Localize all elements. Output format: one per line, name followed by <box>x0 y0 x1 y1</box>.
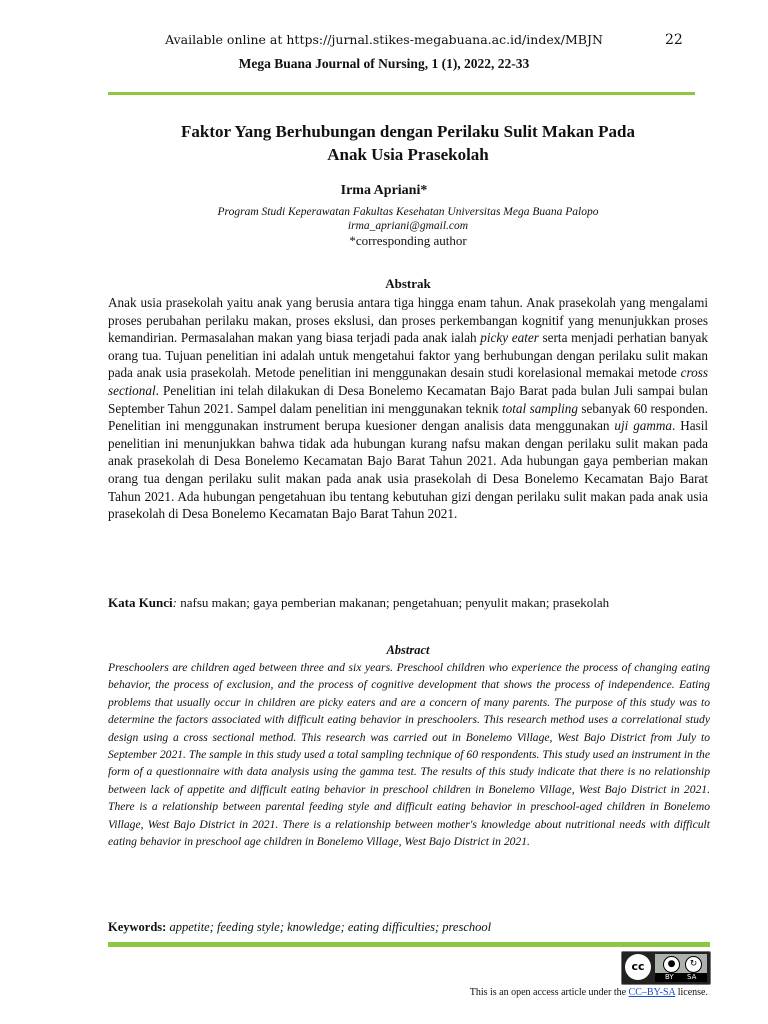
author-name: Irma Apriani* <box>340 183 428 198</box>
abstract-body: Preschoolers are children aged between three and six years. Preschool children who experience the process of changing eating behavior, the process of exclusion, and the process of cognitive development that shows the process of independence. Eating problems that usually occur in children are picky eaters and are a concern of many parents. The purpose of this study was to determine the factors associated with difficult eating behavior in preschoolers. This research method uses a correlational study design using a cross sectional method. This research was carried out in Bonelemo Village, West Bajo District from July to September 2021. The sample in this study used a total sampling technique of 60 respondents. This study used an instrument in the form of a questionnaire with data analysis using the gamma test. The results of this study indicate that there is no relationship between lack of appetite and difficult eating behavior in preschool children in Bonelemo Village, West Bajo District in 2021. There is a relationship between parental feeding style and difficult eating behavior in preschool-aged children in Bonelemo Village, West Bajo District in 2021. There is a relationship between mother's knowledge about nutritional needs with difficult eating behavior in preschool age children in Bonelemo Village, West Bajo District in 2021. <box>108 661 710 849</box>
kata-kunci-values: nafsu makan; gaya pemberian makanan; pengetahuan; penyulit makan; prasekolah <box>177 595 610 610</box>
abstrak-term-uji: uji gamma <box>614 418 673 434</box>
abstrak-term-total: total sampling <box>502 400 578 416</box>
title-line-1: Faktor Yang Berhubungan dengan Perilaku Sulit Makan Pada <box>181 122 635 141</box>
abstrak-part-4: sebanyak 60 responden. Penelitian ini menggunakan instrument berupa kuesioner dengan analisis data menggunakan <box>108 400 708 434</box>
license-text-after: license. <box>675 987 708 998</box>
badge-sa-label: SA <box>687 973 697 981</box>
license-text-before: This is an open access article under the <box>469 987 629 998</box>
abstract-heading: Abstract <box>386 643 430 657</box>
abstrak-part-5: . Hasil penelitian ini menunjukkan bahwa tidak ada hubungan kurang nafsu makan dengan perilaku sulit makan pada anak prasekolah di Desa Bonelemo Kecamatan Bajo Barat Tahun 2021. Ada hubungan gaya pemberian makan orang tua dengan perilaku sulit makan pada anak usia prasekolah di Desa Bonelemo Kecamatan Bajo Barat Tahun 2021. Ada hubungan pengetahuan ibu tentang kebutuhan gizi dengan perilaku sulit makan pada anak usia prasekolah di Desa Bonelemo Kecamatan Bajo Barat Tahun 2021. <box>108 418 709 522</box>
kata-kunci-colon: : <box>172 595 177 610</box>
kata-kunci-label: Kata Kunci <box>108 595 173 610</box>
keywords-label: Keywords: <box>108 920 167 934</box>
corresponding-note: *corresponding author <box>349 233 467 248</box>
badge-by-label: BY <box>665 973 674 981</box>
page-number: 22 <box>665 32 683 48</box>
abstrak-part-2: serta menjadi perhatian banyak orang tua. Tujuan penelitian ini adalah untuk mengetahui faktor yang berhubungan dengan perilaku sulit makan pada anak usia prasekolah. Metode penelitian ini menggunakan desain studi korelasional memakai metode <box>108 330 709 381</box>
kata-kunci <box>108 595 708 611</box>
keywords <box>108 920 708 935</box>
license-link[interactable]: CC–BY-SA <box>628 987 676 998</box>
abstrak-body <box>108 294 708 523</box>
abstrak-part-3: . Penelitian ini telah dilakukan di Desa Bonelemo Kecamatan Bajo Barat pada bulan Juli sampai bulan September Tahun 2021. Sampel dalam penelitian ini menggunakan teknik <box>108 382 708 416</box>
available-online-line: Available online at https://jurnal.stikes-megabuana.ac.id/index/MBJN <box>165 32 603 47</box>
author-email: irma_apriani@gmail.com <box>347 220 469 232</box>
title-line-2: Anak Usia Prasekolah <box>327 145 489 164</box>
author-affiliation <box>108 205 708 233</box>
abstrak-term-picky: picky eater <box>480 330 539 346</box>
share-alike-icon: ↻ <box>685 956 702 973</box>
license-line <box>360 987 708 998</box>
abstrak-heading: Abstrak <box>385 276 431 291</box>
cc-icon: cc <box>625 954 651 980</box>
person-icon: ● <box>663 956 680 973</box>
footer-rule <box>108 942 710 947</box>
keywords-values: appetite; feeding style; knowledge; eating difficulties; preschool <box>166 920 492 934</box>
journal-citation: Mega Buana Journal of Nursing, 1 (1), 2022, 22-33 <box>238 56 530 71</box>
cc-badge-panel <box>655 954 707 982</box>
abstrak-term-cross: cross sectional <box>108 365 709 398</box>
affiliation-text: Program Studi Keperawatan Fakultas Kesehatan Universitas Mega Buana Palopo <box>217 206 599 218</box>
abstrak-part-1: Anak usia prasekolah yaitu anak yang berusia antara tiga hingga enam tahun. Anak prasekolah yang mengalami proses perubahan perilaku makan, proses ekslusi, dan proses perkembangan kognitif yang menunjukkan proses kemandirian. Permasalahan makan yang biasa terjadi pada anak ialah <box>108 295 708 346</box>
article-title <box>108 120 708 166</box>
cc-by-sa-badge[interactable] <box>621 951 711 985</box>
header-rule <box>108 92 695 95</box>
cc-badge-labels <box>655 973 707 982</box>
